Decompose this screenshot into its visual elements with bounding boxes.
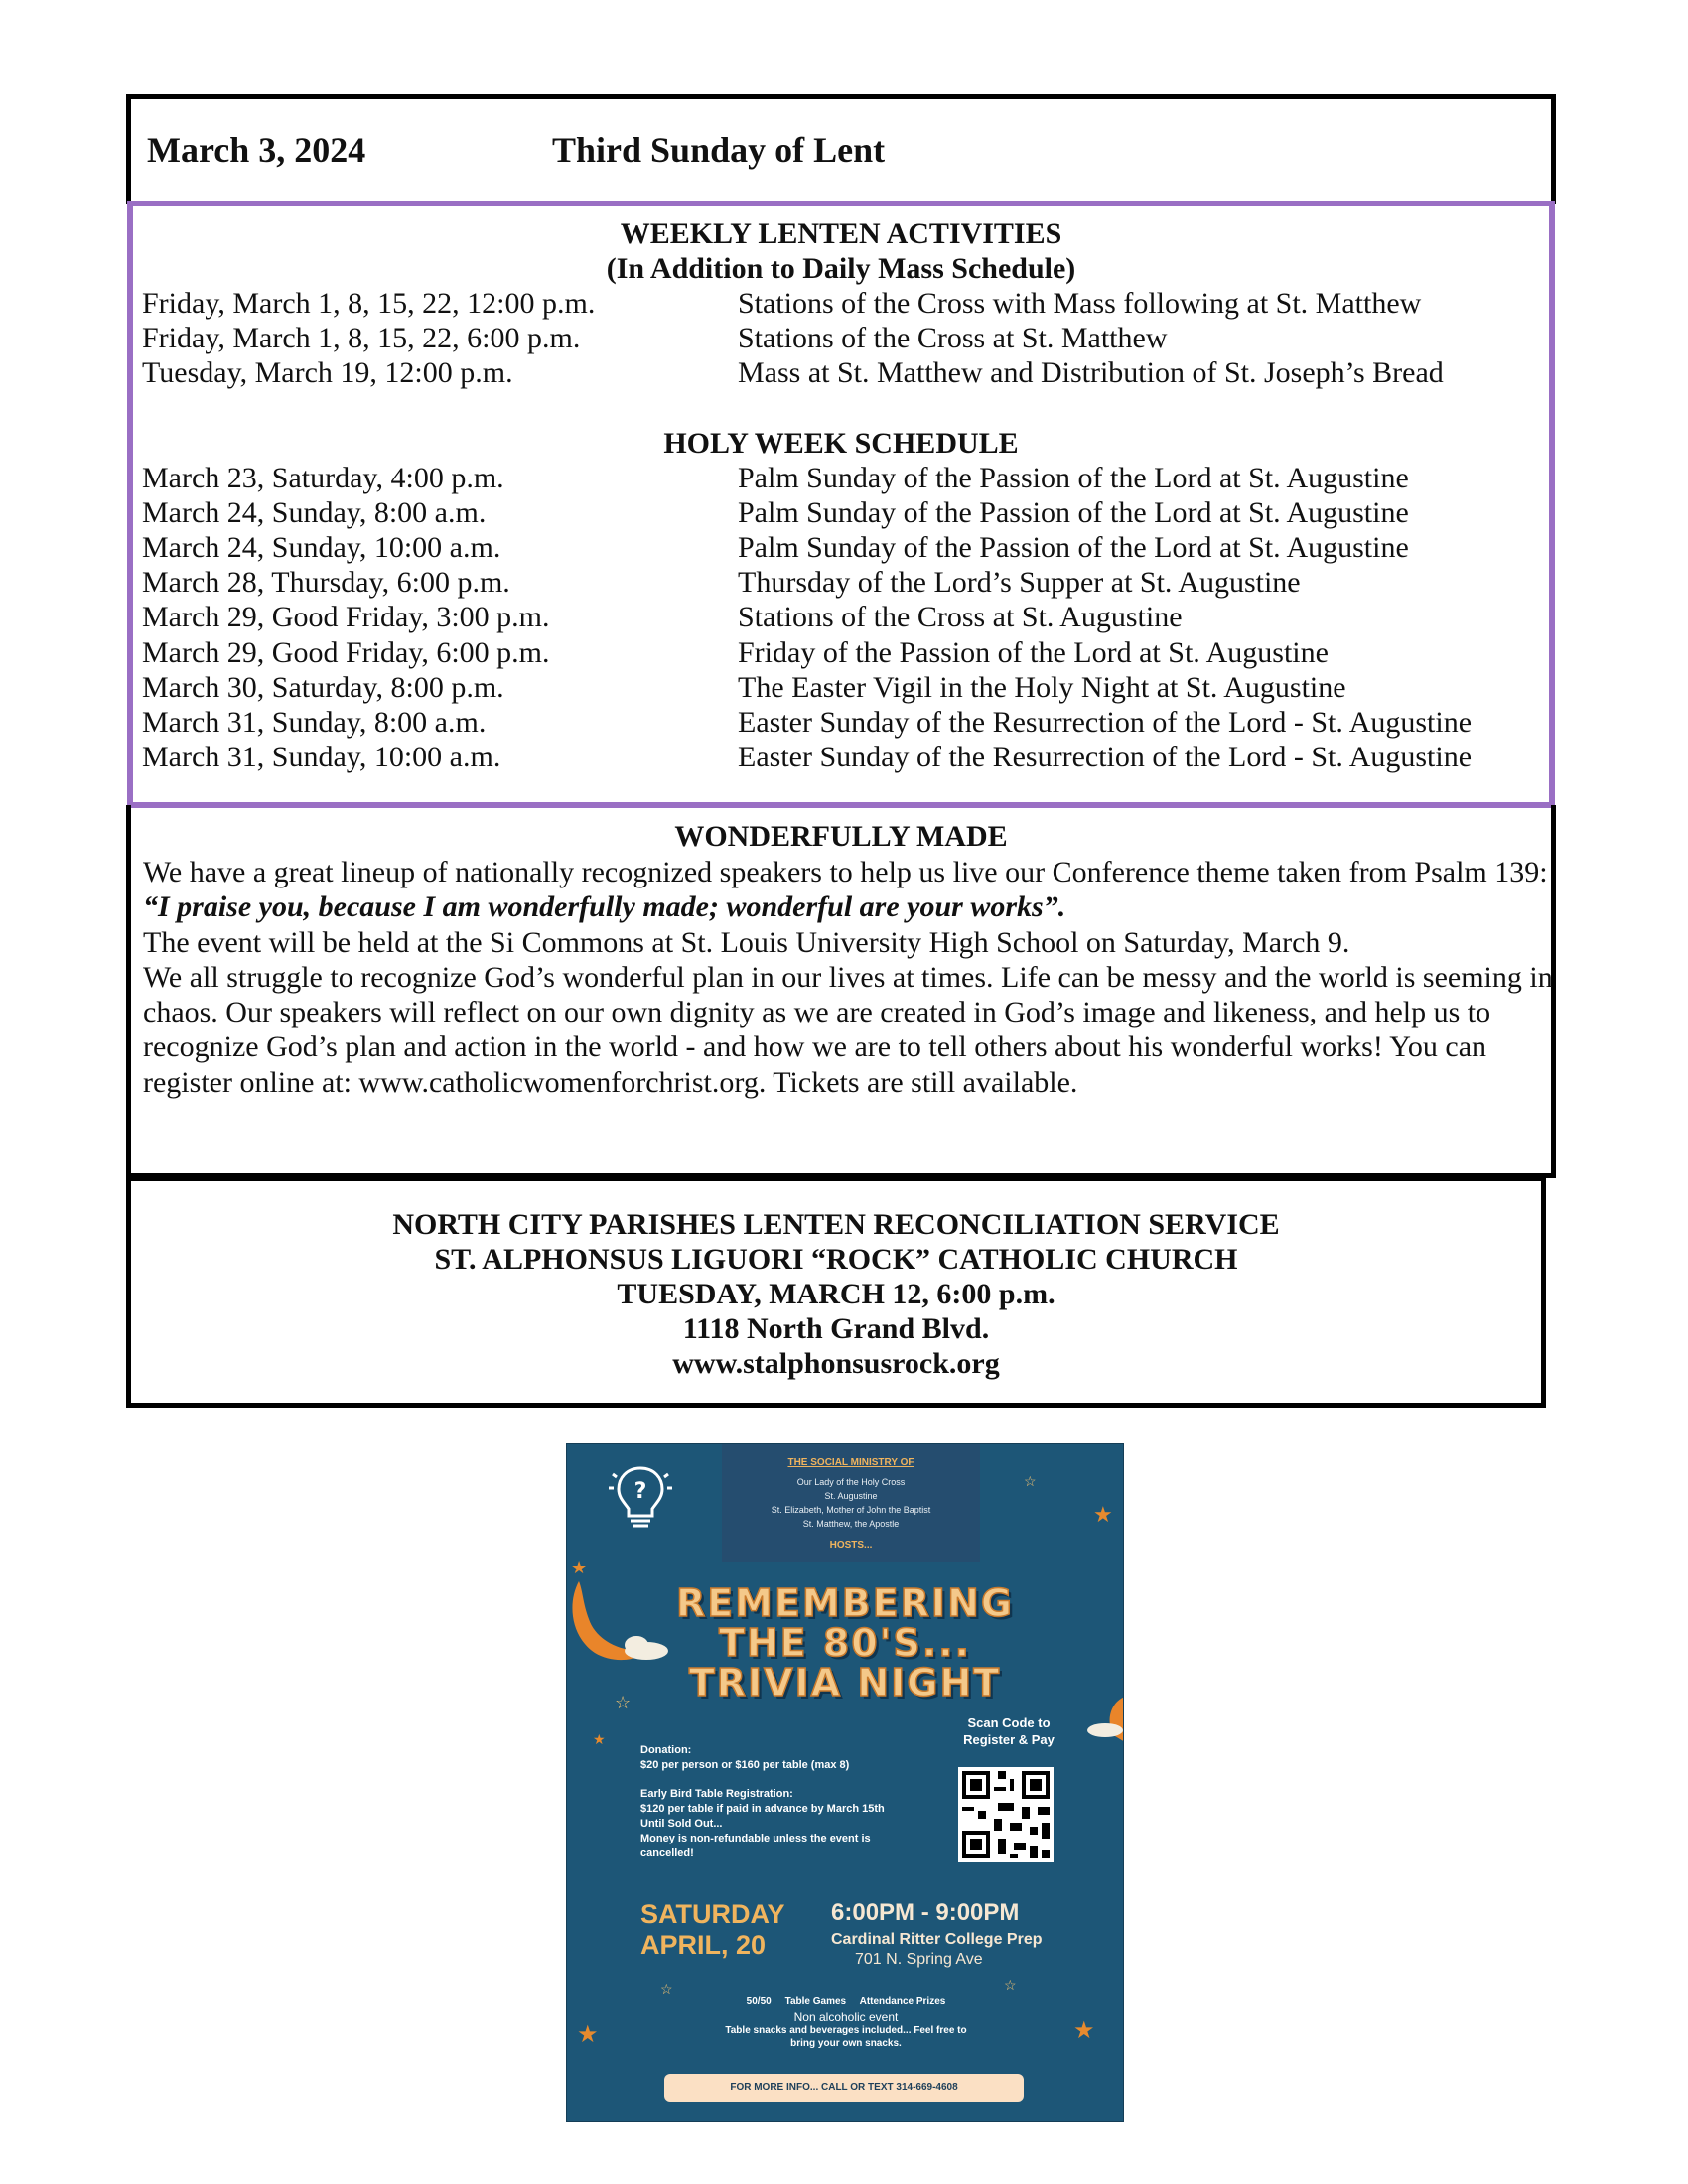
schedule-row (133, 565, 1549, 600)
schedule-when: March 29, Good Friday, 6:00 p.m. (142, 635, 550, 669)
event-time: 6:00PM - 9:00PM (831, 1899, 1020, 1926)
schedule-row (133, 495, 1549, 530)
event-date (640, 1899, 785, 1961)
svg-text:?: ? (633, 1479, 647, 1504)
schedule-what: Palm Sunday of the Passion of the Lord at St. Augustine (738, 461, 1409, 494)
scan-code-line: Register & Pay (963, 1732, 1055, 1747)
donation-label: Donation: (640, 1744, 692, 1756)
schedule-when: March 24, Sunday, 8:00 a.m. (142, 495, 487, 529)
parish-name: St. Augustine (824, 1491, 878, 1501)
schedule-what: Palm Sunday of the Passion of the Lord at St. Augustine (738, 495, 1409, 529)
wonderfully-made-box (126, 805, 1556, 1178)
donation-text: $20 per person or $160 per table (max 8) (640, 1759, 850, 1771)
early-bird-line: cancelled! (640, 1847, 694, 1859)
schedule-when: March 24, Sunday, 10:00 a.m. (142, 530, 501, 564)
schedule-when: Tuesday, March 19, 12:00 p.m. (142, 356, 513, 390)
schedule-row (133, 635, 1549, 670)
trivia-night-flyer (566, 1443, 1124, 2122)
schedule-what: Stations of the Cross at St. Augustine (738, 601, 1183, 634)
star-icon: ☆ (1004, 1979, 1017, 1994)
scan-code-label (944, 1714, 1073, 1748)
schedule-what: Palm Sunday of the Passion of the Lord at St. Augustine (738, 530, 1409, 564)
star-icon: ☆ (1024, 1475, 1037, 1490)
schedule-when: March 28, Thursday, 6:00 p.m. (142, 566, 510, 600)
schedule-what: Friday of the Passion of the Lord at St. Augustine (738, 635, 1329, 669)
schedule-what: Stations of the Cross at St. Matthew (738, 322, 1168, 355)
reconciliation-address: 1118 North Grand Blvd. (682, 1312, 990, 1345)
schedule-when: March 31, Sunday, 10:00 a.m. (142, 741, 501, 774)
schedule-row (133, 600, 1549, 634)
reconciliation-website: www.stalphonsusrock.org (672, 1347, 1000, 1380)
parish-name: St. Matthew, the Apostle (802, 1519, 900, 1529)
wonder-paragraph-3: We all struggle to recognize God’s wonderful plan in our lives at times. Life can be messy and the world is seeming in chaos. Our speakers will reflect on our own dignity as we are created in God’s image and likeness, and help us to recognize God’s plan and action in the world - and how we are to tell others about his wonderful works! You can register online at: www.catholicwomenforchrist.org. Tickets are still available. (143, 960, 1553, 1099)
star-icon: ☆ (660, 1983, 673, 1998)
reconciliation-datetime: TUESDAY, MARCH 12, 6:00 p.m. (617, 1278, 1055, 1310)
star-icon: ☆ (615, 1693, 632, 1712)
schedule-when: March 30, Saturday, 8:00 p.m. (142, 670, 504, 704)
schedule-row (133, 670, 1549, 705)
psalm-quote: “I praise you, because I am wonderfully made; wonderful are your works”. (143, 890, 1066, 924)
event-date-line: APRIL, 20 (640, 1930, 767, 1960)
schedule-row (133, 740, 1549, 774)
flyer-title-line-3: TRIVIA NIGHT (688, 1661, 1002, 1705)
event-venue: Cardinal Ritter College Prep (831, 1931, 1043, 1948)
hosts-label: HOSTS... (829, 1540, 873, 1551)
wonderfully-made-title: WONDERFULLY MADE (674, 820, 1008, 853)
bulletin-date: March 3, 2024 (147, 130, 366, 170)
schedule-what: Easter Sunday of the Resurrection of the Lord - St. Augustine (738, 741, 1473, 774)
early-bird-line: $120 per table if paid in advance by March 15th (640, 1803, 885, 1815)
event-extras: 50/50 Table Games Attendance Prizes (746, 1996, 946, 2007)
schedule-when: March 29, Good Friday, 3:00 p.m. (142, 601, 550, 634)
schedule-row (133, 705, 1549, 740)
hosts-heading: THE SOCIAL MINISTRY OF (787, 1457, 914, 1468)
early-bird-line: Money is non-refundable unless the event is (640, 1833, 871, 1844)
wonder-paragraph-2: The event will be held at the Si Commons at St. Louis University High School on Saturday, March 9. (143, 925, 1350, 959)
star-icon: ★ (1073, 2018, 1095, 2044)
qr-code[interactable] (958, 1767, 1054, 1862)
star-icon: ★ (593, 1733, 606, 1748)
event-address: 701 N. Spring Ave (855, 1951, 983, 1968)
header-box (126, 94, 1556, 204)
flyer-title-line-2: THE 80'S... (718, 1621, 972, 1665)
star-icon: ★ (577, 2022, 599, 2048)
schedule-row (133, 530, 1549, 565)
schedule-row (133, 286, 1549, 321)
holy-week-heading: HOLY WEEK SCHEDULE (663, 426, 1019, 460)
schedule-what: Thursday of the Lord’s Supper at St. Augustine (738, 566, 1301, 600)
schedule-when: Friday, March 1, 8, 15, 22, 12:00 p.m. (142, 287, 596, 320)
schedule-when: March 23, Saturday, 4:00 p.m. (142, 461, 504, 494)
early-bird-line: Until Sold Out... (640, 1818, 723, 1830)
schedule-row (133, 321, 1549, 355)
lenten-schedule-box (127, 201, 1555, 808)
reconciliation-title: NORTH CITY PARISHES LENTEN RECONCILIATION SERVICE (392, 1208, 1280, 1241)
star-icon: ★ (571, 1558, 588, 1577)
lightbulb-icon (603, 1458, 678, 1534)
flyer-title-line-1: REMEMBERING (675, 1581, 1015, 1625)
schedule-row (133, 355, 1549, 390)
reconciliation-box (126, 1176, 1546, 1408)
liturgical-title: Third Sunday of Lent (552, 130, 886, 170)
weekly-lenten-subheading: (In Addition to Daily Mass Schedule) (606, 252, 1076, 285)
reconciliation-church: ST. ALPHONSUS LIGUORI “ROCK” CATHOLIC CHURCH (434, 1243, 1238, 1276)
schedule-what: Stations of the Cross with Mass following at St. Matthew (738, 287, 1422, 320)
schedule-what: Mass at St. Matthew and Distribution of St. Joseph’s Bread (738, 356, 1444, 390)
parish-name: St. Elizabeth, Mother of John the Baptist (771, 1505, 931, 1515)
scan-code-line: Scan Code to (967, 1715, 1051, 1730)
schedule-row (133, 461, 1549, 495)
event-date-line: SATURDAY (640, 1899, 785, 1929)
schedule-what: Easter Sunday of the Resurrection of the Lord - St. Augustine (738, 705, 1473, 739)
schedule-what: The Easter Vigil in the Holy Night at St. Augustine (738, 670, 1346, 704)
star-icon: ★ (1093, 1502, 1113, 1527)
snacks-note: Table snacks and beverages included... Feel free to (725, 2025, 967, 2036)
parish-name: Our Lady of the Holy Cross (796, 1477, 906, 1487)
snacks-note: bring your own snacks. (790, 2038, 902, 2049)
weekly-lenten-heading: WEEKLY LENTEN ACTIVITIES (620, 217, 1062, 250)
schedule-when: March 31, Sunday, 8:00 a.m. (142, 705, 487, 739)
wonder-paragraph-1 (143, 855, 1553, 925)
early-bird-label: Early Bird Table Registration: (640, 1788, 793, 1800)
non-alcoholic-note: Non alcoholic event (793, 2010, 899, 2024)
wonder-intro-text: We have a great lineup of nationally recognized speakers to help us live our Conference theme taken from Psalm 139: (143, 856, 1548, 888)
more-info-banner: FOR MORE INFO... CALL OR TEXT 314-669-4608 (664, 2074, 1024, 2102)
wonderfully-made-body (143, 855, 1553, 1100)
hosts-panel (722, 1444, 980, 1562)
schedule-when: Friday, March 1, 8, 15, 22, 6:00 p.m. (142, 322, 581, 355)
